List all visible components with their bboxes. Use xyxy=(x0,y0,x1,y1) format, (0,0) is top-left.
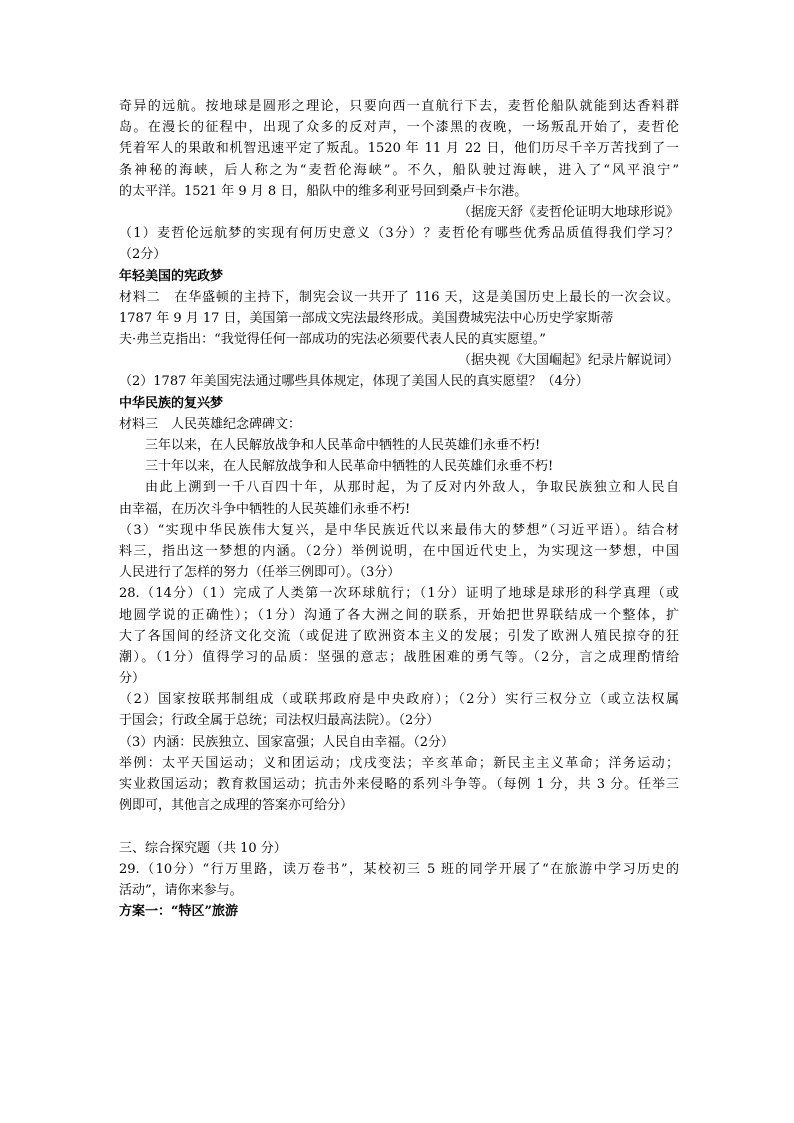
paragraph-line: 奇异的远航。按地球是圆形之理论，只要向西一直航行下去，麦哲伦船队就能到达香料群 xyxy=(119,99,679,114)
answer-line: 28.（14分）（1）完成了人类第一次环球航行；（1分）证明了地球是球形的科学真理（或 xyxy=(119,586,679,602)
source-citation: （据央视《大国崛起》纪录片解说词） xyxy=(457,353,679,369)
question-line: （1）麦哲伦远航梦的实现有何历史意义（3分）？麦哲伦有哪些优秀品质值得我们学习？ xyxy=(119,226,679,242)
section-heading: 年轻美国的宪政梦 xyxy=(119,268,224,284)
answer-line: （3）内涵：民族独立、国家富强；人民自由幸福。（2分） xyxy=(119,734,455,750)
plan-heading: 方案一：“特区”旅游 xyxy=(119,904,238,920)
paragraph-line: 夫·弗兰克指出：“我觉得任何一部成功的宪法必须要代表人民的真实愿望。” xyxy=(119,332,546,348)
question-line: （2）1787 年美国宪法通过哪些具体规定，体现了美国人民的真实愿望？（4分） xyxy=(119,374,589,390)
question-line: 人民进行了怎样的努力（任举三例即可）。（3分） xyxy=(119,565,401,581)
inscription-line: 三十年以来，在人民解放战争和人民革命中牺牲的人民英雄们永垂不朽! xyxy=(145,459,554,475)
inscription-line: 三年以来，在人民解放战争和人民革命中牺牲的人民英雄们永垂不朽! xyxy=(145,438,541,453)
source-citation: （据庞天舒《麦哲伦证明大地球形说》 xyxy=(457,204,679,220)
answer-line: 分） xyxy=(119,671,146,687)
question-line: （3）“实现中华民族伟大复兴，是中华民族近代以来最伟大的梦想”（习近平语）。结合材 xyxy=(119,522,679,538)
document-page xyxy=(119,96,679,922)
section-heading: 中华民族的复兴梦 xyxy=(119,395,224,411)
answer-line: 大了各国间的经济文化交流（或促进了欧洲资本主义的发展；引发了欧洲人殖民掠夺的狂 xyxy=(119,628,679,644)
spacer xyxy=(119,816,679,837)
answer-line: （2）国家按联邦制组成（或联邦政府是中央政府）；（2分）实行三权分立（或立法权属 xyxy=(119,692,679,708)
paragraph-line: 凭着军人的果敢和机智迅速平定了叛乱。1520 年 11 月 22 日，他们历尽千辛万苦找到了一 xyxy=(119,141,679,157)
answer-line: 地圆学说的正确性）；（1分）沟通了各大洲之间的联系，开始把世界联结成一个整体，扩 xyxy=(119,607,679,623)
paragraph-line: 的太平洋。1521 年 9 月 8 日，船队中的维多利亚号回到桑卢卡尔港。 xyxy=(119,183,528,199)
section-heading: 三、综合探究题（共 10 分） xyxy=(119,840,287,856)
paragraph-line: 材料三 人民英雄纪念碑碑文： xyxy=(119,416,302,432)
paragraph-line: 材料二 在华盛顿的主持下，制宪会议一共开了 116 天，这是美国历史上最长的一次会议。 xyxy=(119,289,679,305)
answer-line: 潮）。（1分）值得学习的品质：坚强的意志；战胜困难的勇气等。（2分，言之成理酌情给 xyxy=(119,649,679,665)
question-line: 29.（10分）“行万里路，读万卷书”，某校初三 5 班的同学开展了“在旅游中学习历史的 xyxy=(119,861,679,877)
question-line: 料三，指出这一梦想的内涵。（2分）举例说明，在中国近代史上，为实现这一梦想，中国 xyxy=(119,543,679,559)
answer-line: 于国会；行政全属于总统；司法权归最高法院）。（2分） xyxy=(119,713,440,729)
paragraph-line: 岛。在漫长的征程中，出现了众多的反对声，一个漆黑的夜晚，一场叛乱开始了，麦哲伦 xyxy=(119,120,679,136)
inscription-line: 由此上溯到一千八百四十年，从那时起，为了反对内外敌人，争取民族独立和人民自 xyxy=(145,480,679,496)
question-line: （2分） xyxy=(119,247,167,263)
answer-line: 实业救国运动；教育救国运动；抗击外来侵略的系列斗争等。（每例 1 分，共 3 分。任举三 xyxy=(119,777,679,792)
paragraph-line: 1787 年 9 月 17 日，美国第一部成文宪法最终形成。美国费城宪法中心历史学家斯蒂 xyxy=(119,310,614,326)
question-line: 活动”，请你来参与。 xyxy=(119,882,243,898)
answer-line: 例即可，其他言之成理的答案亦可给分） xyxy=(119,798,354,814)
answer-line: 举例：太平天国运动；义和团运动；戊戌变法；辛亥革命；新民主主义革命；洋务运动； xyxy=(119,755,679,771)
inscription-line: 由幸福，在历次斗争中牺牲的人民英雄们永垂不朽! xyxy=(119,501,411,517)
paragraph-line: 条神秘的海峡，后人称之为“麦哲伦海峡”。不久，船队驶过海峡，进入了“风平浪宁” xyxy=(119,162,679,178)
